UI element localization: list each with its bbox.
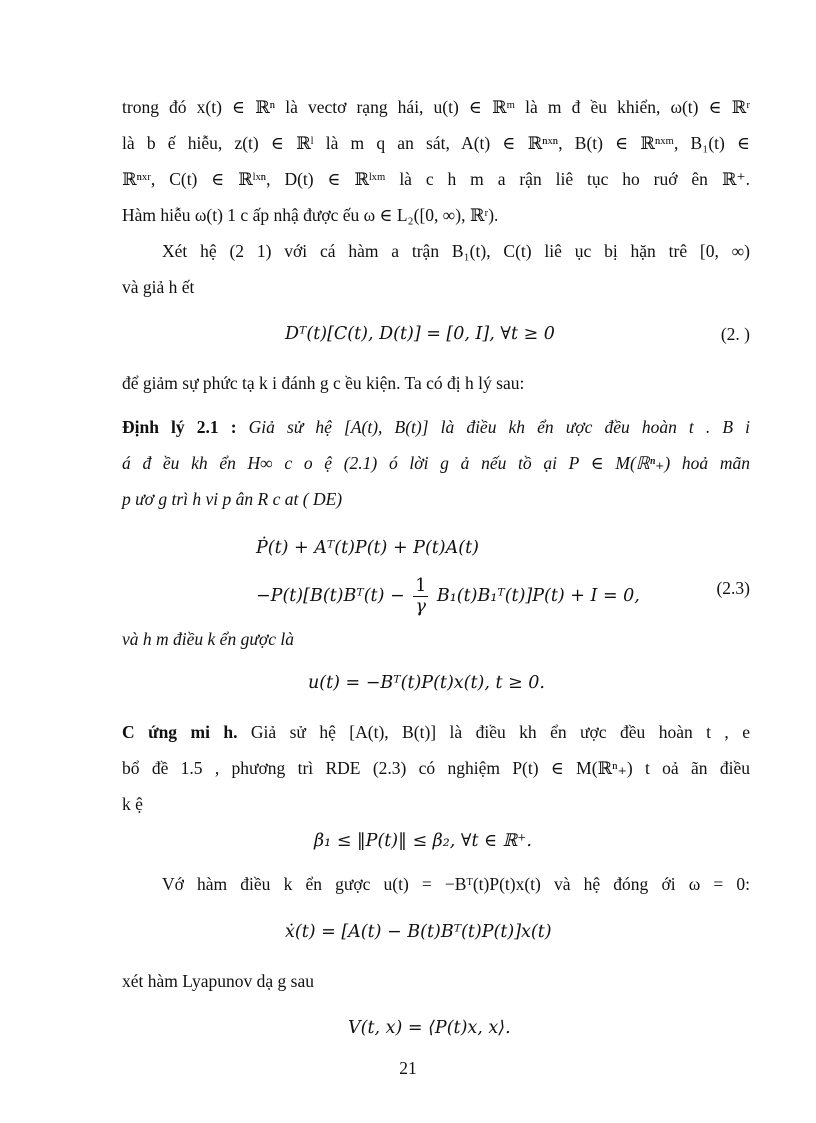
theorem-label: Định lý 2.1 : — [122, 417, 237, 437]
proof-line: k ệ — [122, 794, 143, 814]
proof-line — [122, 720, 750, 744]
bound-equation: β₁ ≤ ‖P(t)‖ ≤ β₂, ∀t ∈ ℝ⁺. — [314, 831, 532, 851]
paragraph-line: ℝⁿˣʳ, C(t) ∈ ℝˡˣⁿ, D(t) ∈ ℝˡˣᵐ là c h m a rận liê tục ho ruớ ên ℝ⁺. — [122, 169, 750, 189]
control-law-equation: u(t) = −Bᵀ(t)P(t)x(t), t ≥ 0. — [308, 673, 545, 693]
proof-label: C ứng mi h. — [122, 722, 238, 742]
paragraph-line: để giảm sự phức tạ k i đánh g c ều kiện. Ta có đị h lý sau: — [122, 373, 525, 393]
proof-text: Giả sử hệ [A(t), B(t)] là điều kh ển ược đều hoàn t , e — [250, 722, 751, 742]
fraction-denominator: γ — [415, 597, 426, 617]
paragraph-line: xét hàm Lyapunov dạ g sau — [122, 971, 314, 991]
paragraph-line: là b ế hiễu, z(t) ∈ ℝˡ là m q an sát, A(t) ∈ ℝⁿˣⁿ, B(t) ∈ ℝⁿˣᵐ, B₁(t) ∈ — [122, 133, 750, 153]
paragraph-line: Hàm hiễu ω(t) 1 c ấp nhậ được ếu ω ∈ L₂([0, ∞), ℝʳ). — [122, 205, 499, 225]
fraction — [413, 576, 428, 617]
equation-part: −P(t)[B(t)Bᵀ(t) − — [256, 586, 405, 606]
theorem-line — [122, 415, 750, 439]
equation-2-3-line-2 — [256, 576, 640, 617]
equation-part: B₁(t)B₁ᵀ(t)]P(t) + I = 0, — [436, 586, 640, 606]
closed-loop-equation: ẋ(t) = [A(t) − B(t)Bᵀ(t)P(t)]x(t) — [285, 922, 552, 942]
equation-2-2: Dᵀ(t)[C(t), D(t)] = [0, I], ∀t ≥ 0 — [285, 324, 555, 344]
paragraph-line: Vớ hàm điều k ển gược u(t) = −Bᵀ(t)P(t)x(t) và hệ đóng ới ω = 0: — [162, 874, 750, 894]
page-number: 21 — [399, 1058, 417, 1078]
paragraph-line: Xét hệ (2 1) với cá hàm a trận B₁(t), C(t) liê ục bị hặn trê [0, ∞) — [162, 241, 750, 261]
theorem-line: á đ ều kh ển H∞ c o ệ (2.1) ó lời g ả nếu tồ ại P ∈ M(ℝⁿ₊) hoả mãn — [122, 453, 750, 473]
proof-line: bổ đề 1.5 , phương trì RDE (2.3) có nghiệm P(t) ∈ M(ℝⁿ₊) t oả ãn điều — [122, 758, 750, 778]
equation-2-3-line-1: Ṗ(t) + Aᵀ(t)P(t) + P(t)A(t) — [256, 538, 479, 558]
equation-number: (2. ) — [720, 324, 750, 344]
equation-number: (2.3) — [716, 578, 750, 598]
theorem-line: p ươ g trì h vi p ân R c at ( DE) — [122, 489, 343, 509]
paragraph-line: và h m điều k ển gược là — [122, 629, 294, 649]
paragraph-line: trong đó x(t) ∈ ℝⁿ là vectơ rạng hái, u(t) ∈ ℝᵐ là m đ ều khiển, ω(t) ∈ ℝʳ — [122, 97, 750, 117]
fraction-numerator: 1 — [415, 576, 427, 596]
paragraph-line: và giả h ết — [122, 277, 195, 297]
lyapunov-equation: V(t, x) = ⟨P(t)x, x⟩. — [348, 1018, 511, 1038]
theorem-text: Giả sử hệ [A(t), B(t)] là điều kh ển ược đều hoàn t . B i — [248, 417, 750, 437]
